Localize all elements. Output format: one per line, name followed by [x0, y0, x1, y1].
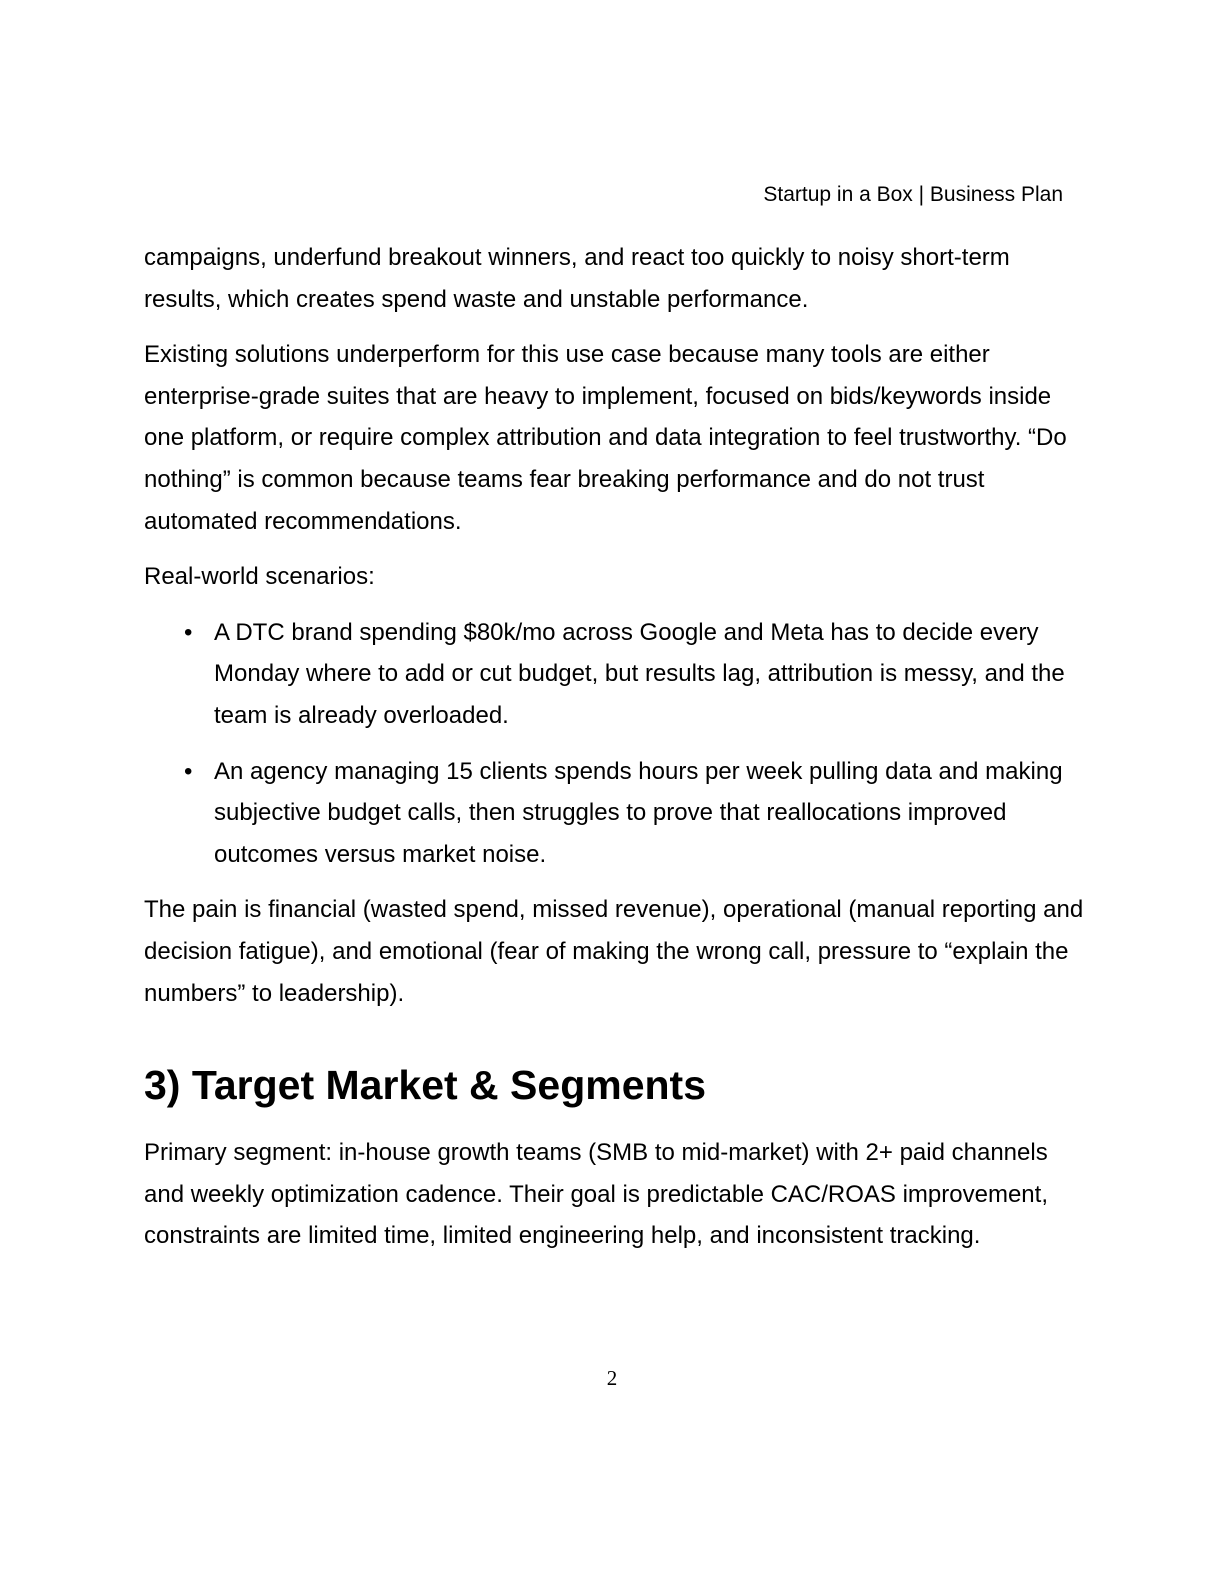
section-heading: 3) Target Market & Segments [144, 1062, 707, 1109]
bullet-icon: • [184, 618, 193, 646]
list-item-text: An agency managing 15 clients spends hours per week pulling data and making subjective budget calls, then struggles to prove that reallocations improved outcomes versus market noise. [214, 757, 1063, 868]
paragraph-existing-solutions: Existing solutions underperform for this use case because many tools are either enterprise-grade suites that are heavy to implement, focused on bids/keywords inside one platform, or require complex attribution and data integration to feel trustworthy. “Do nothing” is common because teams fear breaking performance and do not trust automated recommendations. [144, 341, 1067, 535]
page-body [144, 237, 1084, 1271]
list-item-text: A DTC brand spending $80k/mo across Google and Meta has to decide every Monday where to add or cut budget, but results lag, attribution is messy, and the team is already overloaded. [214, 618, 1065, 729]
list-item [144, 751, 1084, 876]
scenarios-label: Real-world scenarios: [144, 563, 375, 591]
running-header: Startup in a Box | Business Plan [763, 183, 1063, 206]
scenarios-list [144, 612, 1084, 876]
paragraph-pain: The pain is financial (wasted spend, missed revenue), operational (manual reporting and decision fatigue), and emotional (fear of making the wrong call, pressure to “explain the numbers” to leadership). [144, 896, 1084, 1007]
paragraph-continued: campaigns, underfund breakout winners, and react too quickly to noisy short-term results, which creates spend waste and unstable performance. [144, 244, 1010, 313]
paragraph-primary-segment: Primary segment: in-house growth teams (SMB to mid-market) with 2+ paid channels and weekly optimization cadence. Their goal is predictable CAC/ROAS improvement, constraints are limited time, limited engineering help, and inconsistent tracking. [144, 1139, 1048, 1250]
list-item [144, 612, 1084, 737]
bullet-icon: • [184, 757, 193, 785]
page-number: 2 [606, 1366, 618, 1390]
